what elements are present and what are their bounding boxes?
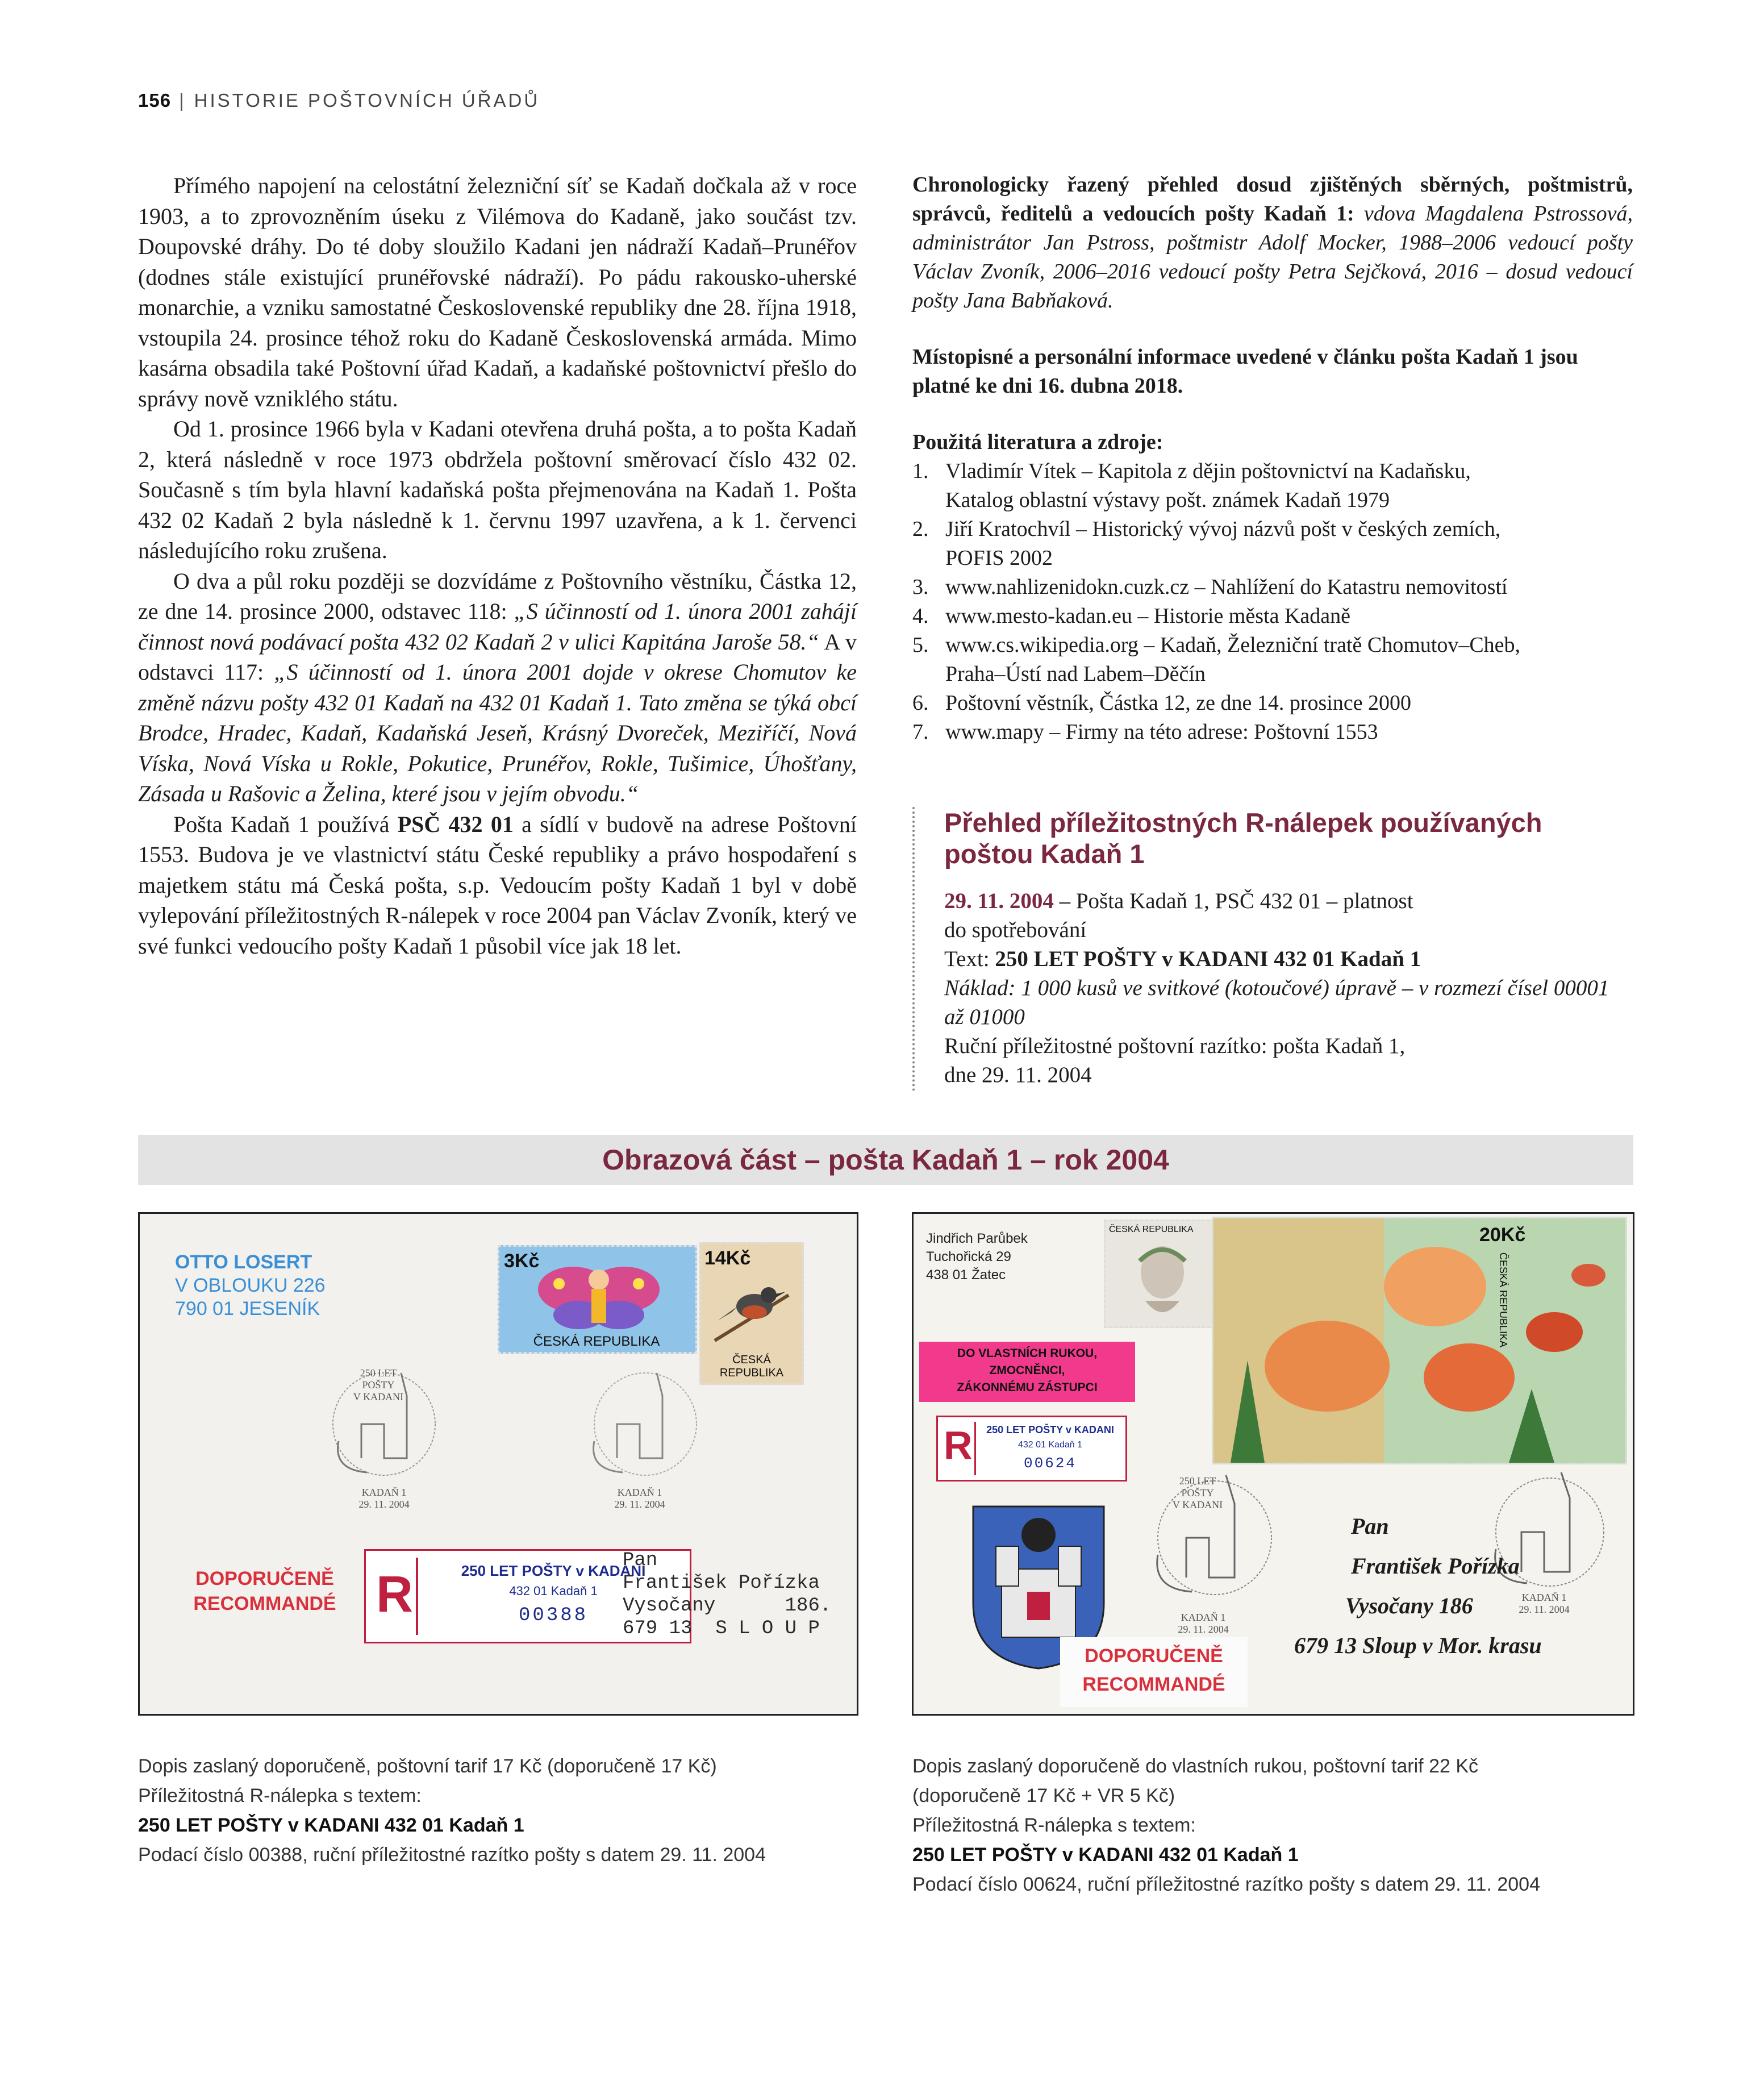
sender-street: Tuchořická 29 xyxy=(926,1249,1011,1264)
r-label-date: 29. 11. 2004 xyxy=(944,889,1054,913)
pm-line: 29. 11. 2004 xyxy=(614,1499,665,1510)
header-separator: | xyxy=(179,90,186,111)
recipient-line: 679 13 S L O U P xyxy=(623,1618,820,1639)
stamp-country: ČESKÁ REPUBLIKA xyxy=(1498,1252,1509,1348)
running-header xyxy=(138,90,540,111)
dotted-divider xyxy=(912,807,915,1091)
r-label-date-line xyxy=(944,887,1615,915)
caption-envelope-2 xyxy=(912,1751,1651,1899)
literature-item xyxy=(912,718,1633,747)
literature-text-line1: Vladimír Vítek – Kapitola z dějin poštovnictví na Kadaňsku, xyxy=(945,459,1471,483)
postmark-date xyxy=(1164,1612,1243,1635)
woman-portrait-icon xyxy=(1123,1238,1202,1324)
stamp-bird xyxy=(699,1242,804,1385)
building-b: a sídlí v budově na adrese Poštovní 1553. Budova je ve vlastnictví státu České republiky a právo hospodaření s majetkem státu má Česká pošta, s.p. Vedoucím pošty Kadaň 1 byl v době vylepování příležitostných R-nálepek v roce 2004 pan Václav Zvoník, který ve své funkci vedoucího pošty Kadaň 1 působil více jak 18 let. xyxy=(138,811,857,959)
vr-label xyxy=(919,1342,1135,1402)
literature-text xyxy=(945,689,1411,718)
vr-line: ZMOCNĚNCI, xyxy=(989,1364,1065,1377)
chronology xyxy=(912,170,1633,315)
stamp-country: ČESKÁ REPUBLIKA xyxy=(719,1354,784,1379)
r-letter: R xyxy=(376,1566,413,1623)
literature-item xyxy=(912,631,1633,689)
pm-line: POŠTY xyxy=(1181,1487,1214,1499)
vestnik-quote-118: „S účinností od 1. února 2001 zahájí činnost nová podávací pošta 432 02 Kadaň 2 v ulici Kapitána Jaroše 58.“ xyxy=(138,598,857,655)
r-label-number: 00388 xyxy=(518,1605,589,1626)
left-column xyxy=(138,170,857,961)
stamp-value: 3Kč xyxy=(504,1250,540,1272)
recipient-line: František Pořízka xyxy=(623,1572,820,1594)
dop-line: RECOMMANDÉ xyxy=(193,1593,336,1614)
recipient-line: Vysočany 186. xyxy=(623,1595,832,1617)
r-label-divider xyxy=(416,1558,418,1635)
pm-line: KADAŇ 1 xyxy=(617,1487,662,1498)
r-label-text-label: Text: xyxy=(944,947,995,971)
literature-text-line1: www.cs.wikipedia.org – Kadaň, Železniční tratě Chomutov–Cheb, xyxy=(945,633,1521,657)
butterfly-icon xyxy=(533,1264,664,1329)
stamp-value: 20Kč xyxy=(1479,1224,1526,1246)
caption-line: Dopis zaslaný doporučeně, poštovní tarif 17 Kč (doporučeně 17 Kč) xyxy=(138,1755,717,1777)
vr-line: DO VLASTNÍCH RUKOU, xyxy=(957,1347,1098,1360)
pm-line: 29. 11. 2004 xyxy=(1178,1624,1229,1635)
literature-text-line1: Jiří Kratochvíl – Historický vývoj názvů pošt v českých zemích, xyxy=(945,517,1501,541)
r-label-divider xyxy=(974,1422,976,1475)
sender-city: 438 01 Žatec xyxy=(926,1267,1006,1283)
r-label-line2: 432 01 Kadaň 1 xyxy=(509,1584,598,1598)
r-label-razitko1: Ruční příležitostné poštovní razítko: pošta Kadaň 1, xyxy=(944,1034,1406,1058)
literature-list xyxy=(912,457,1633,747)
literature-number: 7. xyxy=(912,720,929,744)
vestnik-intro: O dva a půl roku později se dozvídáme z Poštovního věstníku, Částka 12, ze dne 14. prosince 2000, odstavec 118: xyxy=(138,568,857,624)
building-a: Pošta Kadaň 1 používá xyxy=(173,811,398,837)
dop-line: DOPORUČENĚ xyxy=(1085,1645,1223,1667)
literature-text xyxy=(945,602,1350,631)
stamp-country: ČESKÁ REPUBLIKA xyxy=(1109,1225,1194,1234)
stamp-fish-block xyxy=(1212,1217,1627,1464)
sender-address xyxy=(175,1251,326,1321)
postmark-text xyxy=(344,1367,412,1403)
literature-text-line2: POFIS 2002 xyxy=(945,546,1053,570)
literature-text-line1: www.mesto-kadan.eu – Historie města Kadaně xyxy=(945,604,1350,628)
bird-icon xyxy=(709,1272,794,1352)
literature-number: 2. xyxy=(912,517,929,541)
fish-icon xyxy=(1213,1218,1625,1463)
literature-item xyxy=(912,515,1633,573)
literature-text xyxy=(945,573,1507,602)
pm-line: KADAŇ 1 xyxy=(361,1487,407,1498)
literature-number: 5. xyxy=(912,633,929,657)
pm-line: 29. 11. 2004 xyxy=(1519,1604,1570,1615)
literature-item xyxy=(912,457,1633,515)
caption-line: Podací číslo 00388, ruční příležitostné razítko pošty s datem 29. 11. 2004 xyxy=(138,1844,766,1866)
caption-line: Dopis zaslaný doporučeně do vlastních rukou, poštovní tarif 22 Kč xyxy=(912,1755,1479,1777)
r-label-sticker xyxy=(936,1416,1127,1481)
recipient-address xyxy=(623,1549,831,1640)
section-banner xyxy=(138,1135,1633,1185)
r-label-line1: – Pošta Kadaň 1, PSČ 432 01 – platnost xyxy=(1053,889,1413,913)
recipient-line: 679 13 Sloup v Mor. krasu xyxy=(1294,1633,1542,1658)
r-label-text-value: 250 LET POŠTY v KADANI 432 01 Kadaň 1 xyxy=(995,947,1421,971)
caption-line: 250 LET POŠTY v KADANI 432 01 Kadaň 1 xyxy=(138,1815,524,1836)
postmark-date xyxy=(600,1487,679,1510)
vestnik-mid: A v odstavci 117: xyxy=(138,629,857,685)
literature-number: 6. xyxy=(912,691,929,715)
literature-text xyxy=(945,515,1500,573)
postmark-church-icon xyxy=(583,1362,714,1492)
pm-line: KADAŇ 1 xyxy=(1181,1612,1226,1623)
envelope-1 xyxy=(138,1212,858,1716)
pm-line: KADAŇ 1 xyxy=(1521,1592,1567,1603)
r-label-number: 00624 xyxy=(1023,1455,1077,1472)
envelope-2 xyxy=(912,1212,1634,1716)
recipient-line: Pan xyxy=(1351,1513,1389,1539)
literature-text-line2: Katalog oblastní výstavy pošt. známek Kadaň 1979 xyxy=(945,488,1390,512)
sender-name: OTTO LOSERT xyxy=(175,1251,312,1273)
paragraph-building xyxy=(138,809,857,962)
pm-line: V KADANI xyxy=(1172,1499,1223,1510)
literature-item xyxy=(912,689,1633,718)
registered-mark xyxy=(1060,1637,1248,1707)
dop-line: RECOMMANDÉ xyxy=(1082,1674,1225,1695)
recipient-address xyxy=(1294,1506,1542,1666)
recipient-line: František Pořízka xyxy=(1351,1553,1520,1579)
pm-line: 250 LET xyxy=(360,1367,397,1379)
section-title: HISTORIE POŠTOVNÍCH ÚŘADŮ xyxy=(194,90,540,111)
caption-envelope-1 xyxy=(138,1751,877,1870)
r-label-line1: 250 LET POŠTY v KADANI xyxy=(986,1424,1114,1435)
caption-line: Podací číslo 00624, ruční příležitostné razítko pošty s datem 29. 11. 2004 xyxy=(912,1874,1540,1895)
pm-line: POŠTY xyxy=(362,1379,395,1391)
stamp-value: 14Kč xyxy=(704,1247,751,1269)
sender-city: 790 01 JESENÍK xyxy=(175,1298,320,1320)
chronology-heading: Chronologicky řazený přehled dosud zjištěných sběrných, poštmistrů, správců, ředitelů a vedoucích pošty Kadaň 1: xyxy=(912,173,1633,226)
stamp-country: ČESKÁ REPUBLIKA xyxy=(533,1334,660,1349)
sender-street: V OBLOUKU 226 xyxy=(175,1275,326,1296)
sender-name: Jindřich Parůbek xyxy=(926,1231,1028,1246)
r-label-text-line xyxy=(944,944,1615,973)
r-label-line1: 250 LET POŠTY v KADANI xyxy=(461,1562,646,1579)
vr-line: ZÁKONNÉMU ZÁSTUPCI xyxy=(957,1381,1098,1394)
r-label-line2: 432 01 Kadaň 1 xyxy=(1018,1440,1082,1450)
literature-number: 3. xyxy=(912,575,929,599)
r-label-razitko2: dne 29. 11. 2004 xyxy=(944,1063,1092,1087)
literature-number: 1. xyxy=(912,459,929,483)
recipient-line: Pan xyxy=(623,1550,658,1571)
r-label-title: Přehled příležitostných R-nálepek používaných poštou Kadaň 1 xyxy=(944,808,1542,869)
chronology-list: vdova Magdalena Pstrossová, administrátor Jan Pstross, poštmistr Adolf Mocker, 1988–2006 vedoucí pošty Václav Zvoník, 2006–2016 vedoucí pošty Petra Sejčková, 2016 – dosud vedoucí pošty Jana Babňaková. xyxy=(912,202,1633,313)
r-letter: R xyxy=(944,1423,973,1467)
caption-line: Příležitostná R-nálepka s textem: xyxy=(912,1815,1196,1836)
pm-line: 29. 11. 2004 xyxy=(358,1499,410,1510)
banner-title: Obrazová část – pošta Kadaň 1 – rok 2004 xyxy=(602,1144,1169,1176)
info-note: Místopisné a personální informace uvedené v článku pošta Kadaň 1 jsou platné ke dni 16. dubna 2018. xyxy=(912,345,1578,398)
caption-line: Příležitostná R-nálepka s textem: xyxy=(138,1785,422,1807)
caption-line: 250 LET POŠTY v KADANI 432 01 Kadaň 1 xyxy=(912,1844,1299,1866)
literature-text-line1: www.nahlizenidokn.cuzk.cz – Nahlížení do Katastru nemovitostí xyxy=(945,575,1508,599)
vestnik-quote-117: „S účinností od 1. února 2001 dojde v okrese Chomutov ke změně názvu pošty 432 01 Kadaň na 432 01 Kadaň 1. Tato změna se týká obcí Brodce, Hradec, Kadaň, Kadaňská Jeseň, Krásný Dvoreček, Meziříčí, Nová Víska, Nová Víska u Rokle, Pokutice, Prunéřov, Rokle, Tušimice, Úhošťany, Zásada u Rašovic a Želina, které jsou v jejím obvodu.“ xyxy=(138,659,857,806)
paragraph-kadan-2: Od 1. prosince 1966 byla v Kadani otevřena druhá pošta, a to pošta Kadaň 2, která následně v roce 1973 obdržela poštovní směrovací číslo 432 02. Současně s tím byla hlavní kadaňská pošta přejmenována na Kadaň 1. Pošta 432 02 Kadaň 2 byla následně k 1. červnu 1997 uzavřena, a k 1. červenci následujícího roku zrušena. xyxy=(138,416,857,563)
r-label-entry xyxy=(944,887,1615,1089)
stamp-woman xyxy=(1104,1220,1215,1328)
stamp-butterfly xyxy=(498,1245,697,1354)
postmark-text xyxy=(1164,1475,1232,1511)
caption-line: (doporučeně 17 Kč + VR 5 Kč) xyxy=(912,1785,1175,1807)
r-label-naklad: Náklad: 1 000 kusů ve svitkové (kotoučové) úpravě – v rozmezí čísel 00001 až 01000 xyxy=(944,976,1609,1029)
pm-line: V KADANI xyxy=(353,1391,404,1403)
paragraph-vestnik xyxy=(138,566,857,809)
literature-number: 4. xyxy=(912,604,929,628)
literature-item xyxy=(912,573,1633,602)
sender-address xyxy=(926,1230,1028,1284)
literature-text-line1: Poštovní věstník, Částka 12, ze dne 14. prosince 2000 xyxy=(945,691,1412,715)
literature-text-line1: www.mapy – Firmy na této adrese: Poštovní 1553 xyxy=(945,720,1378,744)
right-column xyxy=(912,170,1633,747)
literature-heading: Použitá literatura a zdroje: xyxy=(912,430,1164,454)
literature-text-line2: Praha–Ústí nad Labem–Děčín xyxy=(945,662,1206,686)
literature-item xyxy=(912,602,1633,631)
pm-line: 250 LET xyxy=(1179,1475,1216,1487)
paragraph-railway: Přímého napojení na celostátní železniční síť se Kadaň dočkala až v roce 1903, a to zprovozněním úseku z Vilémova do Kadaně, jako součást tzv. Doupovské dráhy. Do té doby sloužilo Kadani jen nádraží Kadaň–Prunéřov (dodnes stále existující prunéřovské nádraží). Po pádu rakousko-uherské monarchie, a vzniku samostatné Československé republiky dne 28. října 1918, vstoupila 24. prosince téhož roku do Kadaně Československá armáda. Mimo kasárna obsadila také Poštovní úřad Kadaň, a kadaňské poštovnictví přešlo do správy nově vzniklého státu. xyxy=(138,173,857,411)
r-label-line2: do spotřebování xyxy=(944,918,1087,942)
dop-line: DOPORUČENĚ xyxy=(195,1568,334,1589)
literature-text xyxy=(945,631,1520,689)
postcode: PSČ 432 01 xyxy=(397,811,514,837)
registered-mark xyxy=(180,1566,350,1616)
postmark-date xyxy=(344,1487,424,1510)
page-number: 156 xyxy=(138,90,172,111)
r-label-overview xyxy=(912,807,1633,1091)
literature-text xyxy=(945,718,1378,747)
recipient-line: Vysočany 186 xyxy=(1345,1593,1473,1618)
literature-text xyxy=(945,457,1471,515)
